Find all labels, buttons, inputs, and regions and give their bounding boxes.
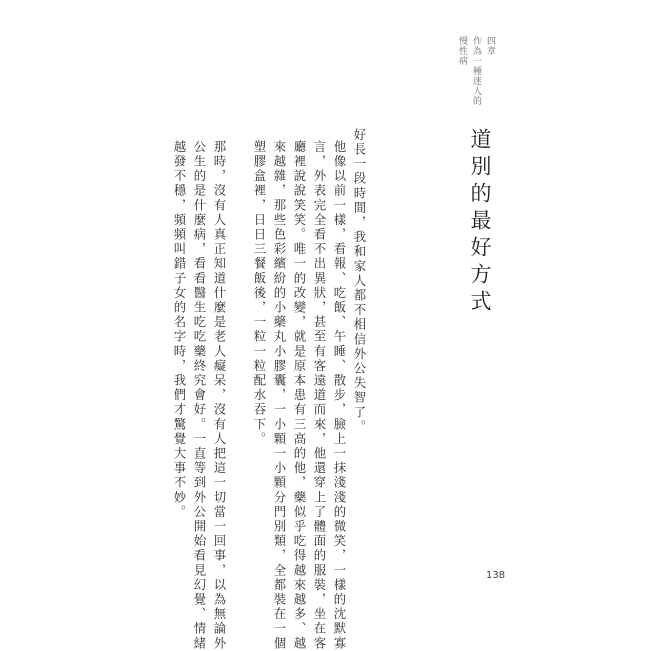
paragraph-2-line: 公生的是什麼病，看看醫生吃吃藥終究會好。一直等到外公開始看見幻覺、情緒 <box>192 140 207 651</box>
page-number: 138 <box>486 570 506 581</box>
paragraph-1-line: 他像以前一樣，看報、吃飯、午睡、散步，臉上一抹淺淺的微笑，一樣的沈默寡 <box>332 140 347 651</box>
paragraph-1-line: 塑膠盒裡，日日三餐飯後，一粒一粒配水吞下。 <box>252 140 267 447</box>
running-header-chapter: 四章 <box>485 36 495 56</box>
paragraph-1-line: 好長一段時間，我和家人都不相信外公失智了。 <box>352 128 367 435</box>
paragraph-2-line: 越發不穩，頻頻叫錯子女的名字時，我們才驚覺大事不妙。 <box>172 140 187 520</box>
running-header-subtitle: 慢性病 <box>457 36 467 66</box>
section-title: 道別的最好方式 <box>468 128 492 317</box>
paragraph-2-line: 那時，沒有人真正知道什麼是老人癡呆，沒有人把這一切當一回事，以為無論外 <box>212 140 227 651</box>
paragraph-1-line: 廳裡說說笑笑。唯一的改變，就是原本患有三高的他，藥似乎吃得越來越多、越 <box>292 140 307 651</box>
running-header-title: 作為一種迷人的 <box>471 36 481 106</box>
paragraph-1-line: 言，外表完全看不出異狀，甚至有客遠道而來，他還穿上了體面的服裝，坐在客 <box>312 140 327 651</box>
paragraph-1-line: 來越雜，那些色彩繽紛的小藥丸小膠囊，一小顆一小顆分門別類，全都裝在一個 <box>272 140 287 651</box>
